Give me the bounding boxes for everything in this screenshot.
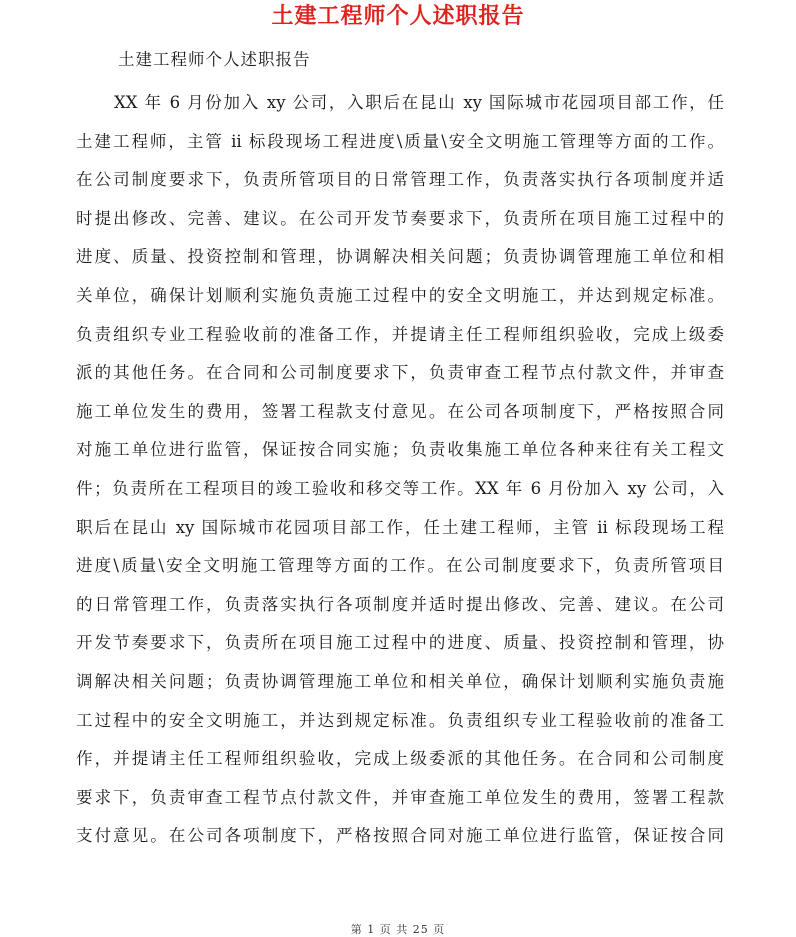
body-line: 支付意见。在公司各项制度下，严格按照合同对施工单位进行监管，保证按合同 [76, 826, 724, 846]
document-title: 土建工程师个人述职报告 [271, 4, 525, 29]
page-number-footer: 第 1 页 共 25 页 [350, 923, 446, 936]
body-line: 调解决相关问题；负责协调管理施工单位和相关单位，确保计划顺利实施负责施 [76, 671, 724, 691]
body-line: 工过程中的安全文明施工，并达到规定标准。负责组织专业工程验收前的准备工 [76, 710, 724, 730]
body-line: 要求下，负责审查工程节点付款文件，并审查施工单位发生的费用，签署工程款 [76, 787, 724, 807]
body-line: 时提出修改、完善、建议。在公司开发节奏要求下，负责所在项目施工过程中的 [76, 208, 724, 228]
body-line: 在公司制度要求下，负责所管项目的日常管理工作，负责落实执行各项制度并适 [76, 170, 724, 190]
document-subtitle: 土建工程师个人述职报告 [118, 50, 311, 69]
body-line: 土建工程师，主管 ii 标段现场工程进度\质量\安全文明施工管理等方面的工作。 [76, 131, 724, 151]
body-line: 职后在昆山 xy 国际城市花园项目部工作，任土建工程师，主管 ii 标段现场工程 [76, 517, 724, 537]
body-line: 作，并提请主任工程师组织验收，完成上级委派的其他任务。在合同和公司制度 [76, 749, 724, 769]
body-line: 的日常管理工作，负责落实执行各项制度并适时提出修改、完善、建议。在公司 [76, 594, 724, 614]
body-line: 对施工单位进行监管，保证按合同实施；负责收集施工单位各种来往有关工程文 [76, 440, 724, 460]
body-line: 施工单位发生的费用，签署工程款支付意见。在公司各项制度下，严格按照合同 [76, 401, 724, 421]
body-text [76, 88, 724, 860]
body-line: 件；负责所在工程项目的竣工验收和移交等工作。XX 年 6 月份加入 xy 公司，入 [76, 478, 724, 498]
body-line: 进度\质量\安全文明施工管理等方面的工作。在公司制度要求下，负责所管项目 [76, 556, 724, 576]
body-line: 负责组织专业工程验收前的准备工作，并提请主任工程师组织验收，完成上级委 [76, 324, 724, 344]
body-line: 开发节奏要求下，负责所在项目施工过程中的进度、质量、投资控制和管理，协 [76, 633, 724, 653]
body-line: 派的其他任务。在合同和公司制度要求下，负责审查工程节点付款文件，并审查 [76, 363, 724, 383]
body-line: 进度、质量、投资控制和管理，协调解决相关问题；负责协调管理施工单位和相 [76, 247, 724, 267]
body-line: 关单位，确保计划顺利实施负责施工过程中的安全文明施工，并达到规定标准。 [76, 285, 724, 305]
body-line: XX 年 6 月份加入 xy 公司，入职后在昆山 xy 国际城市花园项目部工作，任 [114, 93, 724, 112]
